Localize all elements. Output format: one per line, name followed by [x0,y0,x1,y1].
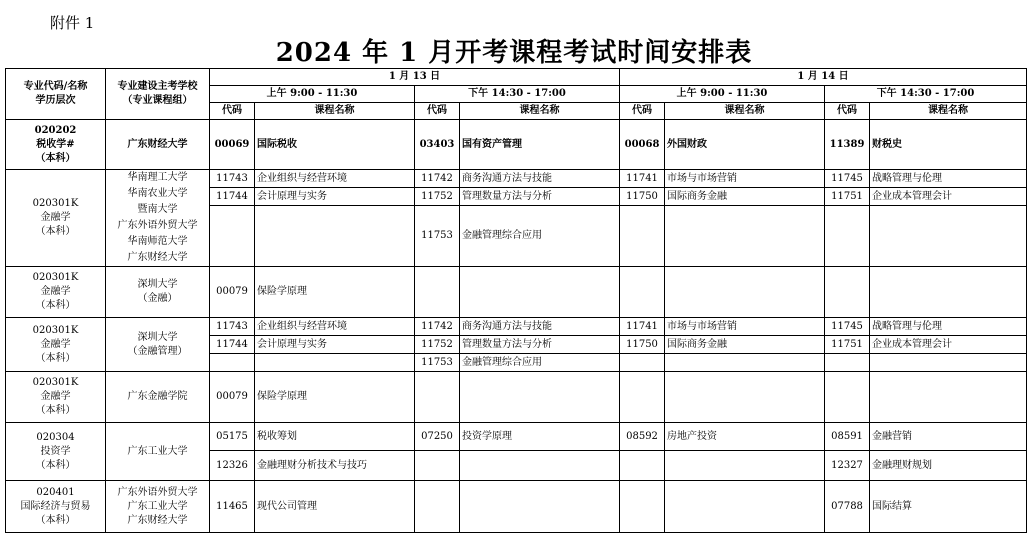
major-code: 020401 [36,486,75,498]
course-name: 税收筹划 [255,423,415,451]
major-header-line2: 学历层次 [35,95,76,106]
empty-cell [620,451,665,481]
course-name: 保险学原理 [255,372,415,423]
empty-cell [665,451,825,481]
course-header: 课程名称 [665,103,825,120]
course-code: 00068 [620,120,665,170]
empty-cell [870,372,1027,423]
empty-cell [825,206,870,267]
course-name: 外国财政 [665,120,825,170]
major-name: 税收学# [36,138,75,150]
course-code: 11744 [210,188,255,206]
course-name: 金融理财规划 [870,451,1027,481]
school-name: 华南理工大学 [127,172,188,183]
empty-cell [665,372,825,423]
table-row [6,120,1027,170]
day1-am-header: 上午 9:00 - 11:30 [210,86,415,103]
course-name: 战略管理与伦理 [870,170,1027,188]
table-row [6,267,1027,318]
major-header [6,69,106,120]
course-code: 05175 [210,423,255,451]
course-code: 11753 [415,354,460,372]
course-name: 金融理财分析技术与技巧 [255,451,415,481]
course-code: 11742 [415,318,460,336]
school-cell: 广东财经大学 [106,120,210,170]
empty-cell [825,267,870,318]
school-cell [106,318,210,372]
course-code: 11743 [210,170,255,188]
school-cell [106,481,210,533]
major-level: （本科） [35,405,76,416]
empty-cell [665,206,825,267]
school-header-line1: 专业建设主考学校 [117,81,198,92]
course-name: 战略管理与伦理 [870,318,1027,336]
school-header [106,69,210,120]
school-name: 深圳大学 [137,331,178,343]
empty-cell [620,481,665,533]
major-name: 投资学 [40,445,71,457]
major-cell [6,423,106,481]
course-code: 11744 [210,336,255,354]
empty-cell [460,481,620,533]
day1-pm-header: 下午 14:30 - 17:00 [415,86,620,103]
course-code: 11742 [415,170,460,188]
course-name: 企业组织与经营环境 [255,318,415,336]
course-code: 07788 [825,481,870,533]
day2-am-header: 上午 9:00 - 11:30 [620,86,825,103]
major-name: 金融学 [40,212,71,223]
course-name: 商务沟通方法与技能 [460,318,620,336]
course-name: 管理数量方法与分析 [460,188,620,206]
major-cell [6,318,106,372]
course-name: 国际商务金融 [665,188,825,206]
major-level: （本科） [35,152,76,164]
empty-cell [665,267,825,318]
exam-schedule-table [5,68,1027,533]
major-level: （本科） [35,300,76,311]
school-name: 华南农业大学 [127,188,188,199]
course-header: 课程名称 [870,103,1027,120]
empty-cell [460,267,620,318]
header-row-days [6,69,1027,86]
major-code: 020301K [32,272,79,283]
major-level: （本科） [35,514,76,526]
course-name: 房地产投资 [665,423,825,451]
school-cell: 广东工业大学 [106,423,210,481]
page-title: 2024 年 1 月开考课程考试时间安排表 [275,38,753,68]
major-cell [6,372,106,423]
code-header: 代码 [825,103,870,120]
major-cell [6,481,106,533]
school-name: 广东外语外贸大学 [117,486,198,498]
school-cell [106,267,210,318]
course-header: 课程名称 [460,103,620,120]
empty-cell [210,354,255,372]
empty-cell [870,354,1027,372]
empty-cell [255,354,415,372]
major-code: 020301K [32,198,79,209]
empty-cell [620,206,665,267]
empty-cell [620,354,665,372]
school-header-line2: （专业课程组） [122,95,193,106]
major-cell [6,120,106,170]
major-header-line1: 专业代码/名称 [23,81,88,92]
school-name: 暨南大学 [137,204,178,215]
course-code: 08592 [620,423,665,451]
annex-label: 附件 1 [50,14,95,32]
course-name: 国际商务金融 [665,336,825,354]
course-name: 金融营销 [870,423,1027,451]
course-name: 市场与市场营销 [665,170,825,188]
course-name: 国际税收 [255,120,415,170]
school-cell: 广东金融学院 [106,372,210,423]
course-name: 现代公司管理 [255,481,415,533]
empty-cell [210,206,255,267]
course-code: 11741 [620,318,665,336]
major-level: （本科） [35,459,76,471]
empty-cell [415,481,460,533]
empty-cell [415,451,460,481]
course-code: 11750 [620,188,665,206]
empty-cell [460,451,620,481]
course-code: 08591 [825,423,870,451]
course-code: 11743 [210,318,255,336]
table-row [6,481,1027,533]
code-header: 代码 [620,103,665,120]
course-name: 金融管理综合应用 [460,206,620,267]
day1-header: 1 月 13 日 [210,69,620,86]
table-row [6,318,1027,336]
course-name: 企业成本管理会计 [870,188,1027,206]
course-name: 管理数量方法与分析 [460,336,620,354]
school-name: 广东财经大学 [127,514,188,526]
course-name: 会计原理与实务 [255,188,415,206]
school-name: （金融管理） [127,345,188,357]
course-name: 会计原理与实务 [255,336,415,354]
course-code: 12326 [210,451,255,481]
empty-cell [415,267,460,318]
course-name: 企业成本管理会计 [870,336,1027,354]
empty-cell [825,372,870,423]
day2-pm-header: 下午 14:30 - 17:00 [825,86,1027,103]
course-code: 11741 [620,170,665,188]
school-name: （金融） [137,293,178,304]
empty-cell [620,372,665,423]
empty-cell [870,267,1027,318]
course-name: 保险学原理 [255,267,415,318]
empty-cell [665,481,825,533]
major-cell [6,170,106,267]
course-header: 课程名称 [255,103,415,120]
major-cell [6,267,106,318]
course-code: 00069 [210,120,255,170]
course-name: 金融管理综合应用 [460,354,620,372]
school-cell [106,170,210,267]
course-code: 11752 [415,188,460,206]
day2-header: 1 月 14 日 [620,69,1027,86]
major-code: 020202 [34,124,77,136]
course-code: 00079 [210,267,255,318]
empty-cell [665,354,825,372]
course-name: 投资学原理 [460,423,620,451]
course-name: 财税史 [870,120,1027,170]
course-code: 11752 [415,336,460,354]
major-code: 020304 [36,431,75,443]
school-name: 广东外语外贸大学 [117,220,198,231]
empty-cell [870,206,1027,267]
course-code: 00079 [210,372,255,423]
course-name: 国有资产管理 [460,120,620,170]
empty-cell [415,372,460,423]
empty-cell [620,267,665,318]
major-level: （本科） [35,352,76,364]
major-level: （本科） [35,226,76,237]
empty-cell [825,354,870,372]
school-name: 广东财经大学 [127,252,188,263]
major-code: 020301K [32,324,79,336]
table-row [6,372,1027,423]
course-code: 11465 [210,481,255,533]
code-header: 代码 [210,103,255,120]
course-code: 11753 [415,206,460,267]
course-code: 07250 [415,423,460,451]
table-row [6,423,1027,451]
table-row [6,170,1027,188]
course-code: 11745 [825,318,870,336]
empty-cell [255,206,415,267]
empty-cell [460,372,620,423]
course-code: 12327 [825,451,870,481]
course-name: 市场与市场营销 [665,318,825,336]
code-header: 代码 [415,103,460,120]
course-code: 11751 [825,188,870,206]
course-code: 11750 [620,336,665,354]
course-code: 11745 [825,170,870,188]
course-code: 11389 [825,120,870,170]
school-name: 深圳大学 [137,279,178,290]
course-name: 企业组织与经营环境 [255,170,415,188]
course-name: 商务沟通方法与技能 [460,170,620,188]
course-code: 11751 [825,336,870,354]
school-name: 华南师范大学 [127,236,188,247]
major-code: 020301K [32,377,79,388]
major-name: 金融学 [40,338,71,350]
major-name: 金融学 [40,391,71,402]
course-name: 国际结算 [870,481,1027,533]
major-name: 金融学 [40,286,71,297]
school-name: 广东工业大学 [127,500,188,512]
major-name: 国际经济与贸易 [20,500,91,512]
course-code: 03403 [415,120,460,170]
